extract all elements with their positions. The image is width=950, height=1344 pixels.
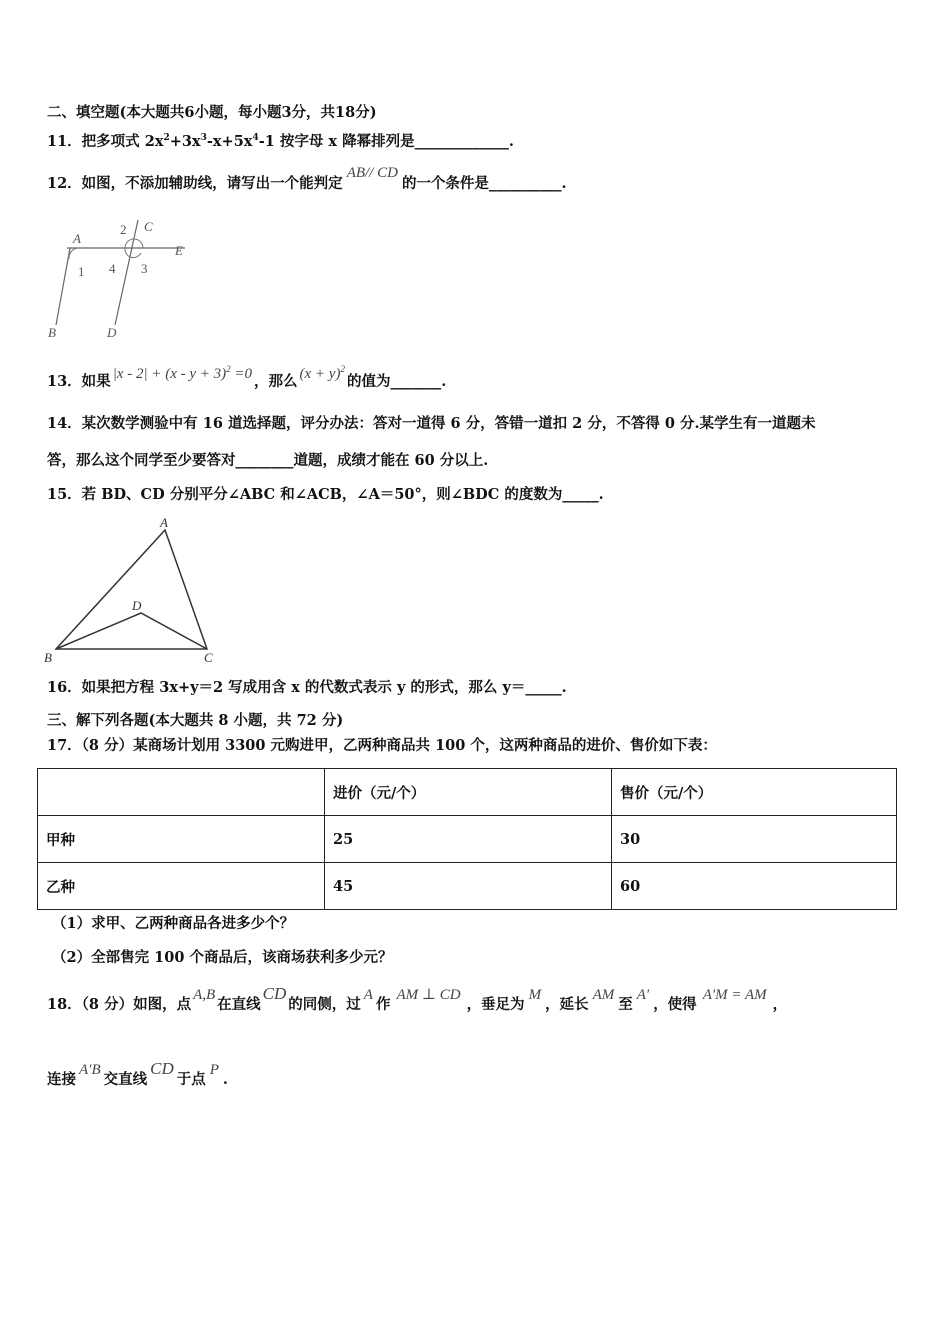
q18-math-AM: AM [592,987,615,1003]
q18-text-8: ，使得 [653,996,697,1013]
table-row [38,863,897,910]
table-cell: 45 [325,863,612,910]
q11-prefix: 11．把多项式 2x [47,132,164,150]
figure-15-triangle [40,512,230,667]
q18-math-perp: AM ⊥ CD [396,987,461,1003]
q12-end: . [561,175,567,192]
section-heading-3: 三、解下列各题(本大题共 8 小题，共 72 分) [47,712,344,729]
q18-text-12: 于点 [176,1071,206,1088]
question-18-line-2 [47,1059,228,1090]
q13-math-2-exp: 2 [340,364,345,374]
q15-end: . [598,486,604,503]
q18-text-1: 18．（8 分）如图，点 [47,996,192,1013]
q15-answer-blank[interactable]: _____ [562,486,599,503]
question-13 [47,364,447,392]
q16-text: 16．如果把方程 3x+y＝2 写成用含 x 的代数式表示 y 的形式，那么 y＝ [47,679,526,696]
q13-math-2-base: (x + y) [299,366,341,382]
q13-math-2 [300,366,345,382]
q13-end: . [441,373,447,390]
fig12-label-B: B [48,325,56,340]
q18-text-13: . [222,1071,228,1088]
question-15 [47,485,604,505]
price-table [37,768,897,910]
q13-suffix: 的值为 [346,373,391,390]
table-header-cell: 进价（元/个） [325,769,612,816]
q13-answer-blank[interactable]: _______ [390,373,442,390]
fig12-label-4: 4 [109,261,116,276]
fig12-label-2: 2 [120,222,127,237]
q18-math-A: A [363,987,373,1003]
q13-math-1-base: |x - 2| + (x - y + 3) [112,366,227,382]
q11-exp2: 3 [200,133,207,143]
q18-math-AB: A,B [193,987,216,1003]
question-14-line-1: 14．某次数学测验中有 16 道选择题，评分办法：答对一道得 6 分，答错一道扣 2 分，不答得 0 分.某学生有一道题未 [47,415,816,432]
q11-answer-blank[interactable]: _____________ [414,132,509,150]
figure-12-parallel-lines [45,215,195,345]
q18-math-A-prime: A′ [636,987,650,1003]
q18-math-eq: A′M = AM [702,987,767,1003]
question-12 [47,165,567,194]
table-cell: 乙种 [38,863,325,910]
question-18-line-1 [47,984,788,1015]
q13-math-1 [113,366,252,382]
fig15-label-B: B [44,650,52,665]
q13-prefix: 13．如果 [47,373,111,390]
q12-answer-blank[interactable]: __________ [488,175,562,192]
q18-text-5: ，垂足为 [466,996,525,1013]
q18-math-M: M [528,987,542,1003]
table-cell: 25 [325,816,612,863]
q18-text-7: 至 [618,996,633,1013]
q13-math-1-eq: =0 [230,366,253,382]
q11-mid3: -1 按字母 x 降幂排列是 [258,132,415,150]
question-17-part-2: （2）全部售完 100 个商品后，该商场获利多少元？ [52,949,393,966]
fig15-label-A: A [160,515,168,530]
q18-text-3: 的同侧，过 [288,996,361,1013]
table-header-cell [38,769,325,816]
q18-text-4: 作 [375,996,391,1013]
q11-mid1: +3x [169,132,201,150]
table-row [38,816,897,863]
table-cell: 甲种 [38,816,325,863]
q18-text-9: ， [772,996,788,1013]
fig12-label-E: E [175,243,183,258]
q18-math-P: P [209,1062,219,1078]
q18-text-10: 连接 [47,1071,76,1088]
table-header-row [38,769,897,816]
q18-math-CD-2: CD [150,1059,174,1078]
q18-text-11: 交直线 [103,1071,148,1088]
q18-math-CD: CD [262,984,287,1003]
fig12-label-C: C [144,219,153,234]
q12-suffix: 的一个条件是 [401,175,489,192]
q16-answer-blank[interactable]: _____ [525,679,562,696]
q11-mid2: -x+5x [206,132,253,150]
q14-line2-end: 道题，成绩才能在 60 分以上. [293,452,489,469]
q14-answer-blank[interactable]: ________ [235,452,294,469]
q11-exp1: 2 [163,133,170,143]
q12-math: AB// CD [346,165,398,181]
q12-prefix: 12．如图，不添加辅助线，请写出一个能判定 [47,175,343,192]
question-17: 17．（8 分）某商场计划用 3300 元购进甲，乙两种商品共 100 个，这两种商品的进价、售价如下表： [47,737,717,754]
q13-mid: ，那么 [254,373,298,390]
fig15-label-D: D [132,598,142,613]
q15-text: 15．若 BD、CD 分别平分∠ABC 和∠ACB，∠A＝50°，则∠BDC 的度数为 [47,486,563,503]
fig12-label-1: 1 [78,264,85,279]
table-cell: 30 [612,816,897,863]
q11-end: . [508,132,514,150]
question-16 [47,678,567,698]
table-header-cell: 售价（元/个） [612,769,897,816]
q16-end: . [561,679,567,696]
fig12-label-D: D [107,325,117,340]
question-17-part-1: （1）求甲、乙两种商品各进多少个？ [52,915,295,932]
q18-text-2: 在直线 [217,996,261,1013]
question-14-line-2 [47,451,488,471]
q18-math-A-prime-B: A′B [79,1062,101,1078]
fig12-label-A: A [73,231,81,246]
q14-line2-start: 答，那么这个同学至少要答对 [47,452,236,469]
q11-exp3: 4 [252,133,259,143]
q18-text-6: ，延长 [545,996,589,1013]
q13-math-1-exp: 2 [226,364,231,374]
fig12-label-3: 3 [141,261,148,276]
table-cell: 60 [612,863,897,910]
section-heading: 二、填空题(本大题共6小题，每小题3分，共18分) [47,104,377,121]
fig15-label-C: C [204,650,213,665]
question-11 [47,128,514,152]
